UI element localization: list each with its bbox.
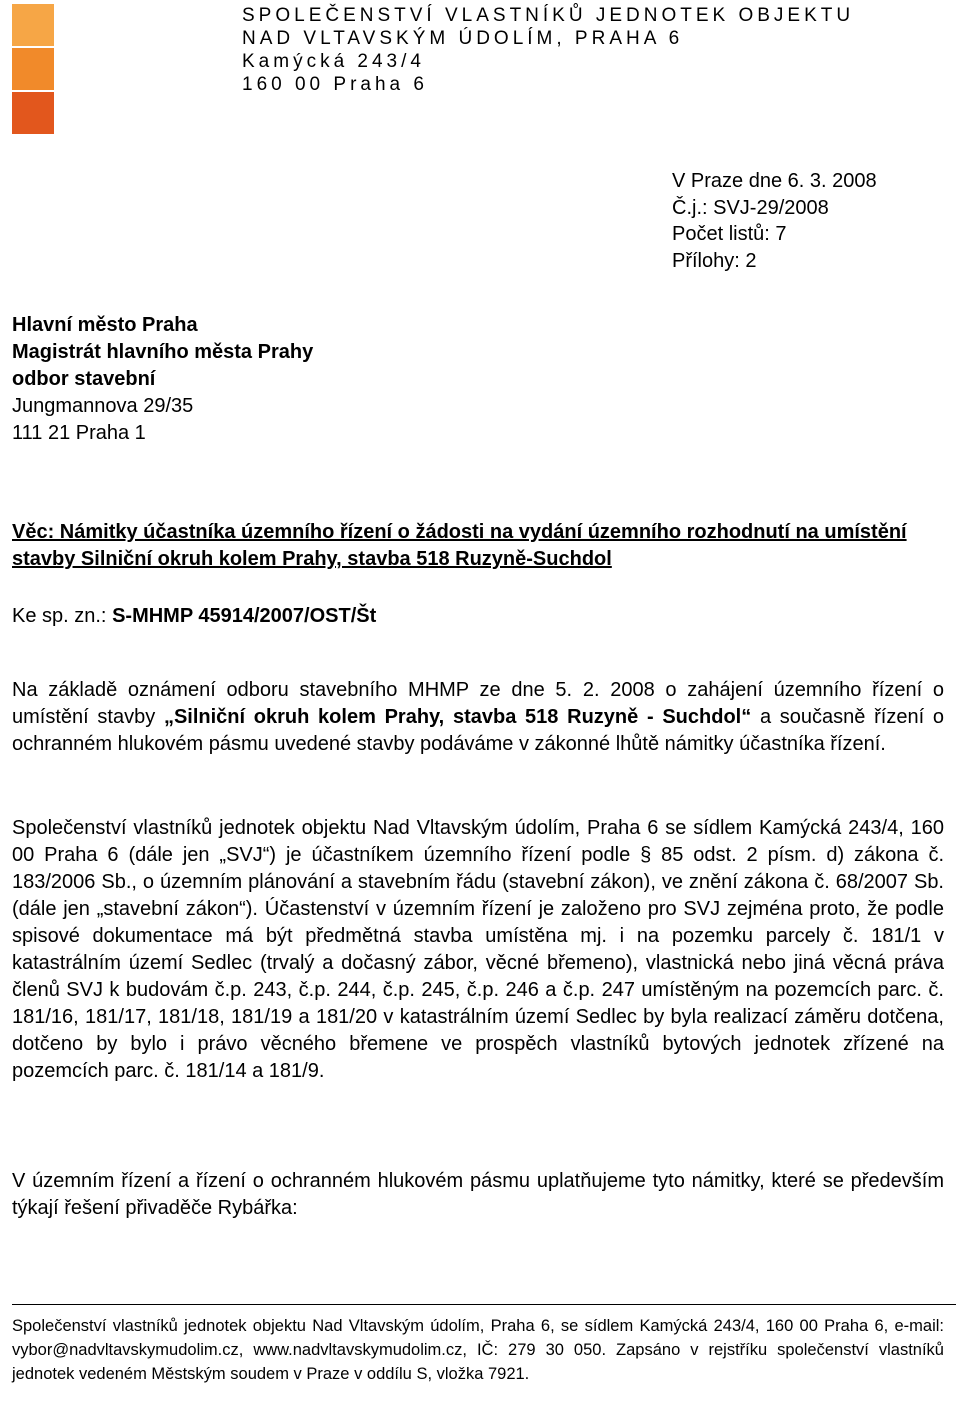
addressee-city: 111 21 Praha 1 — [12, 422, 146, 444]
paragraph-intro-start: Na základě oznámení odboru stavebního MHMP ze dne 5. 2. 2008 o zahájení územního řízení o umístění stavby — [12, 679, 944, 728]
logo-square-light — [12, 4, 54, 46]
logo-square-medium — [12, 48, 54, 90]
reference-block — [672, 168, 877, 274]
org-name-line1: SPOLEČENSTVÍ VLASTNÍKŮ JEDNOTEK OBJEKTU — [242, 5, 855, 26]
addressee-line3: odbor stavební — [12, 368, 156, 390]
footer-divider — [12, 1304, 956, 1305]
addressee-street: Jungmannova 29/35 — [12, 395, 194, 417]
paragraph-intro-end: a současně řízení o ochranném hlukovém pásmu uvedené stavby podáváme v zákonné lhůtě námitky účastníka řízení. — [12, 706, 944, 755]
footer-text: Společenství vlastníků jednotek objektu Nad Vltavským údolím, Praha 6, se sídlem Kamýcká 243/4, 160 00 Praha 6, e-mail: vybor@nadvltavskymudolim.cz, www.nadvltavskymudolim.cz, IČ: 279 30 050. Zapsáno v rejstříku společenství vlastníků jednotek vedeném Městským soudem v Praze v oddílu S, vložka 7921. — [12, 1317, 944, 1383]
paragraph-standing: Společenství vlastníků jednotek objektu Nad Vltavským údolím, Praha 6 se sídlem Kamýcká 243/4, 160 00 Praha 6 (dále jen „SVJ“) je účastníkem územního řízení podle § 85 odst. 2 písm. d) zákona č. 183/2006 Sb., o územním plánování a stavebním řádu (stavební zákon), ve znění zákona č. 68/2007 Sb. (dále jen „stavební zákon“). Účastenství v územním řízení je založeno pro SVJ zejména proto, že podle spisové dokumentace má být předmětná stavba umístěna mj. i na pozemku parcely č. 181/1 v katastrálním území Sedlec (trvalý a dočasný zábor, věcné břemeno), vlastnická nebo jiná věcná práva členů SVJ k budovám č.p. 243, č.p. 244, č.p. 245, č.p. 246 a č.p. 247 umístěným na pozemcích parc. č. 181/16, 181/17, 181/18, 181/19 a 181/20 v katastrálním území Sedlec by byla realizací záměru dotčena, dotčeno by bylo i právo věcného břemene ve prospěch vlastníků bytových jednotek zřízené na pozemcích parc. č. 181/14 a 181/9. — [12, 817, 944, 1082]
reference-number: Č.j.: SVJ-29/2008 — [672, 196, 829, 219]
project-name: „Silniční okruh kolem Prahy, stavba 518 Ruzyně - Suchdol“ — [163, 706, 752, 728]
subject-line: Věc: Námitky účastníka územního řízení o žádosti na vydání územního rozhodnutí na umístění stavby Silniční okruh kolem Prahy, stavba 518 Ruzyně-Suchdol — [12, 521, 907, 570]
addressee-block — [12, 312, 313, 447]
letter-date: V Praze dne 6. 3. 2008 — [672, 170, 877, 192]
file-reference-value: S-MHMP 45914/2007/OST/Št — [112, 605, 377, 627]
attachment-count: Přílohy: 2 — [672, 249, 757, 272]
file-reference — [12, 603, 948, 630]
addressee-line1: Hlavní město Praha — [12, 314, 198, 336]
org-name-line2: NAD VLTAVSKÝM ÚDOLÍM, PRAHA 6 — [242, 28, 684, 49]
paragraph-objections: V územním řízení a řízení o ochranném hlukovém pásmu uplatňujeme tyto námitky, které se především týkají řešení přivaděče Rybářka: — [12, 1170, 944, 1219]
sheet-count: Počet listů: 7 — [672, 223, 787, 245]
paragraph-intro — [12, 677, 944, 758]
file-reference-label: Ke sp. zn.: — [12, 605, 113, 627]
organization-header — [242, 4, 942, 96]
addressee-line2: Magistrát hlavního města Prahy — [12, 341, 314, 363]
org-street: Kamýcká 243/4 — [242, 51, 425, 72]
org-city: 160 00 Praha 6 — [242, 74, 428, 95]
logo-square-dark — [12, 92, 54, 134]
